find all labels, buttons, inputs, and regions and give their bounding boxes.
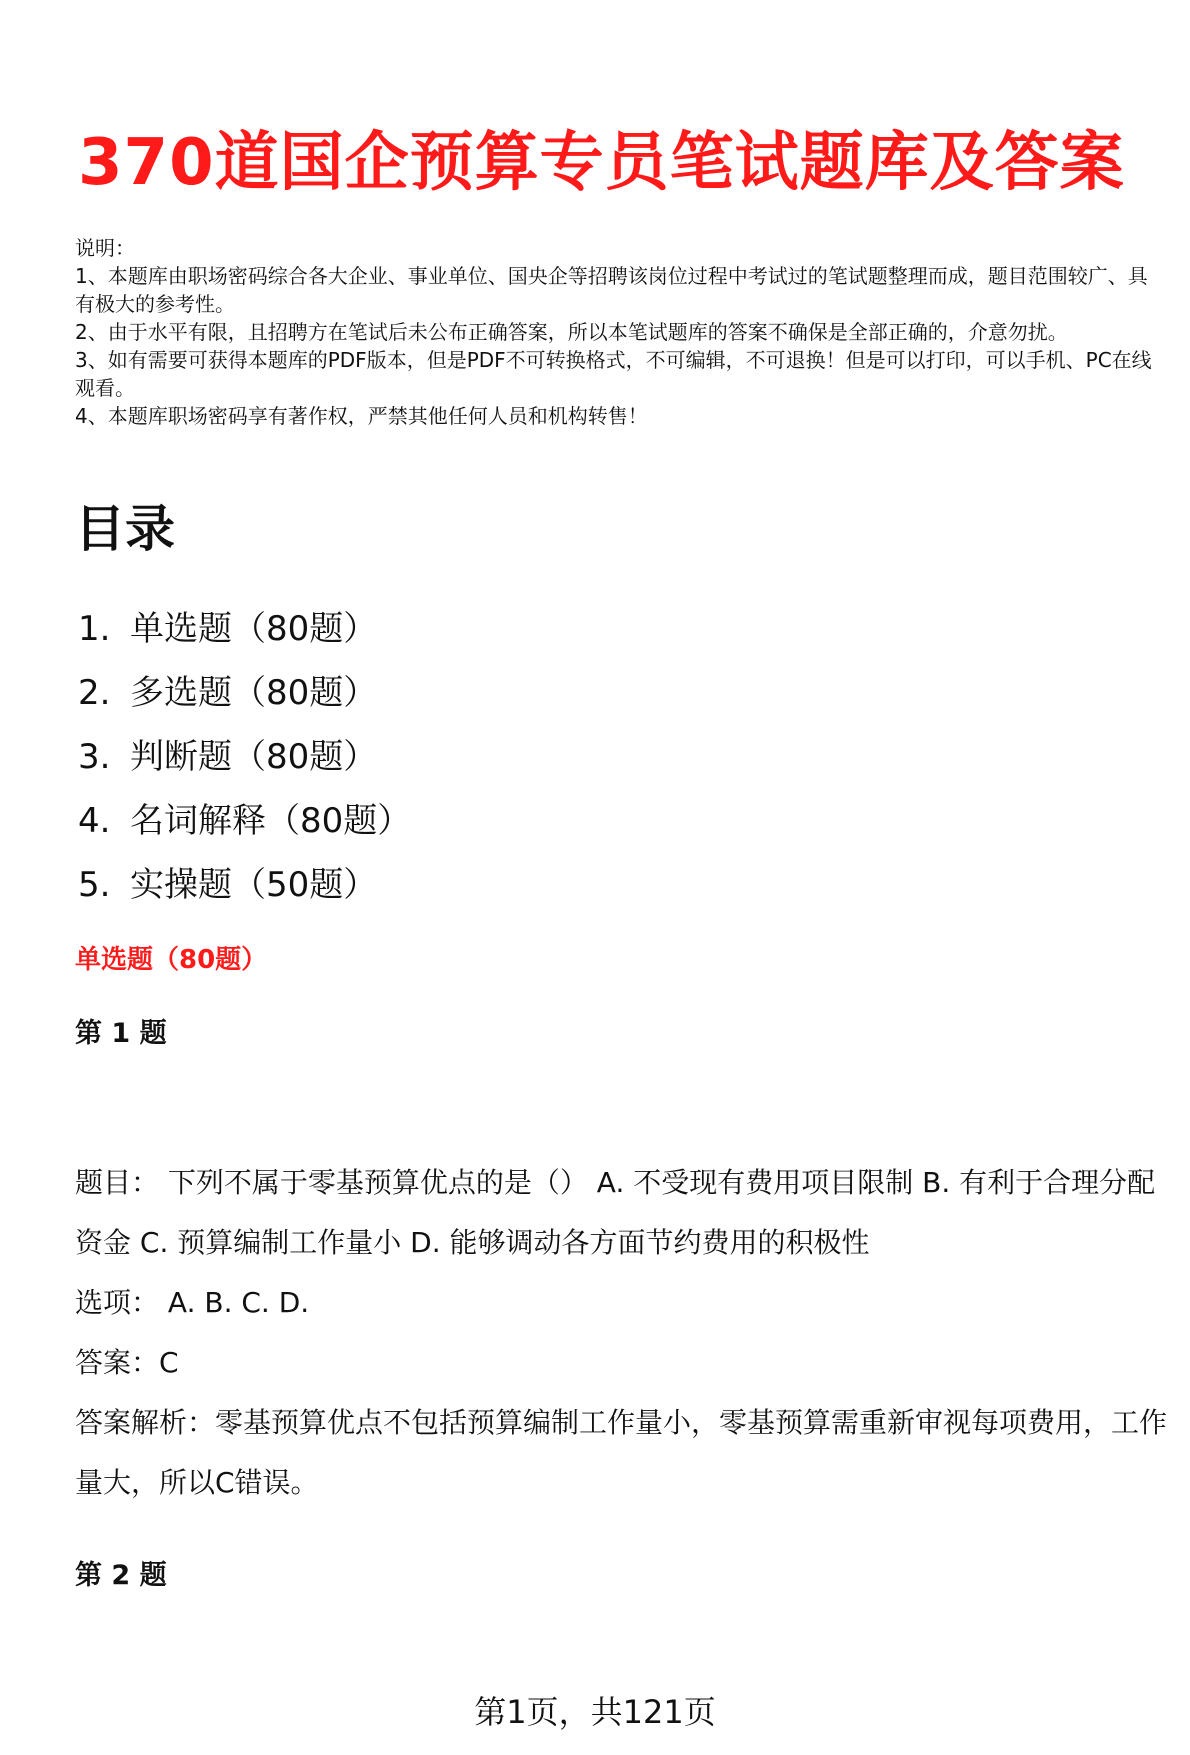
- question-options: 选项： A. B. C. D.: [75, 1286, 310, 1319]
- toc-item[interactable]: [78, 597, 411, 661]
- notes-item: 3、如有需要可获得本题库的PDF版本，但是PDF不可转换格式，不可编辑，不可退换！但是可以打印，可以手机、PC在线观看。: [75, 348, 1152, 400]
- toc-item-number: 2.: [78, 673, 111, 713]
- notes-item: 4、本题库职场密码享有著作权，严禁其他任何人员和机构转售！: [75, 404, 648, 428]
- toc-item[interactable]: [78, 853, 411, 917]
- toc-item[interactable]: [78, 789, 411, 853]
- question-analysis: 答案解析：零基预算优点不包括预算编制工作量小，零基预算需重新审视每项费用，工作量大，所以C错误。: [75, 1406, 1168, 1499]
- toc-item-number: 1.: [78, 609, 111, 649]
- toc-item[interactable]: [78, 661, 411, 725]
- toc-item-number: 5.: [78, 865, 111, 905]
- page-footer: 第1页，共121页: [474, 1693, 716, 1731]
- toc-item-label: 单选题（80题）: [130, 609, 378, 649]
- toc-item-number: 4.: [78, 801, 111, 841]
- toc-item-label: 多选题（80题）: [130, 673, 378, 713]
- toc-item-number: 3.: [78, 737, 111, 777]
- toc-heading: 目录: [75, 500, 175, 558]
- question-heading: 第 2 题: [75, 1560, 167, 1591]
- toc-item[interactable]: [78, 725, 411, 789]
- document-title: 370道国企预算专员笔试题库及答案: [78, 126, 1125, 200]
- notes-block: [75, 234, 1160, 430]
- table-of-contents: [78, 597, 411, 917]
- question-answer: 答案：C: [75, 1346, 179, 1379]
- toc-item-label: 名词解释（80题）: [130, 801, 412, 841]
- notes-label: 说明：: [75, 236, 135, 260]
- toc-item-label: 判断题（80题）: [130, 737, 378, 777]
- question-heading: 第 1 题: [75, 1018, 167, 1049]
- notes-item: 1、本题库由职场密码综合各大企业、事业单位、国央企等招聘该岗位过程中考试过的笔试题整理而成，题目范围较广、具有极大的参考性。: [75, 264, 1148, 316]
- toc-item-label: 实操题（50题）: [130, 865, 378, 905]
- question-text: 题目： 下列不属于零基预算优点的是（） A. 不受现有费用项目限制 B. 有利于合理分配资金 C. 预算编制工作量小 D. 能够调动各方面节约费用的积极性: [75, 1166, 1156, 1259]
- notes-item: 2、由于水平有限，且招聘方在笔试后未公布正确答案，所以本笔试题库的答案不确保是全部正确的，介意勿扰。: [75, 320, 1068, 344]
- question-body: [75, 1153, 1170, 1513]
- section-title: 单选题（80题）: [75, 945, 268, 975]
